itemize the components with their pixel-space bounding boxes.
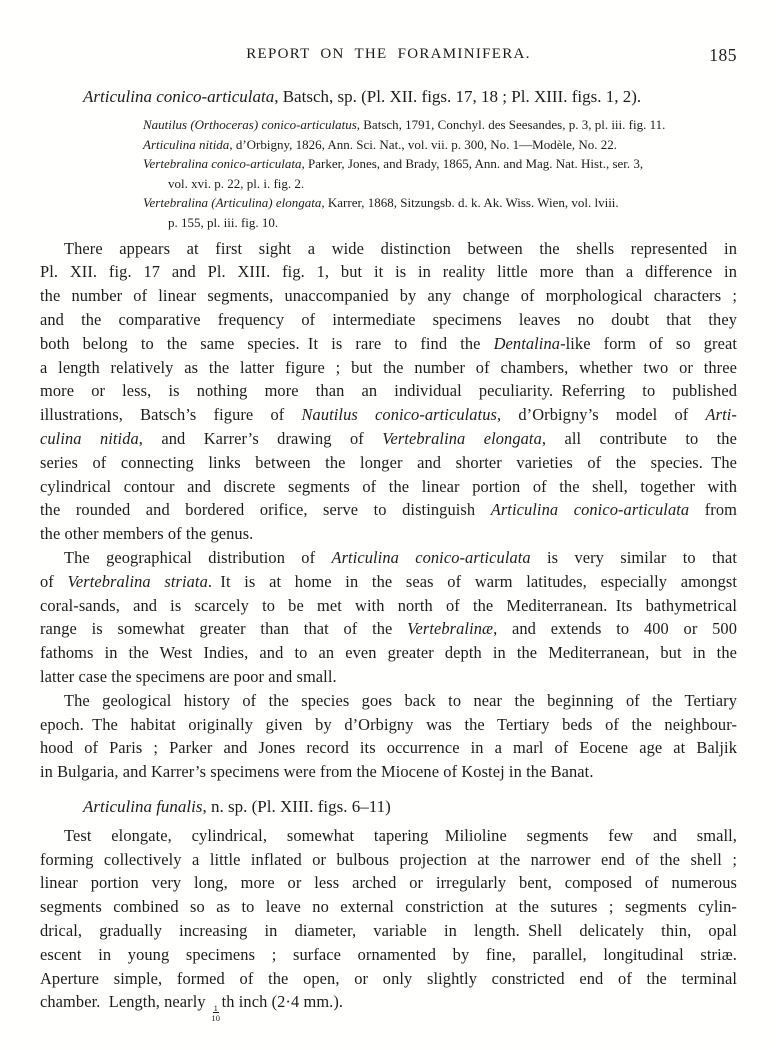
text-segment: in Bulgaria, and Karrer’s specimens were from the Miocene of Kostej in the Banat. xyxy=(40,762,594,782)
text-segment: drical, gradually increasing in diameter, variable in length. Shell delicately thin, opal xyxy=(40,921,737,941)
text-segment: epoch. The habitat originally given by d’Orbigny was the Tertiary beds of the neighbour- xyxy=(40,714,737,734)
text-line xyxy=(40,308,737,332)
text-segment: of xyxy=(40,571,68,591)
text-segment: , d’Orbigny’s model of xyxy=(497,405,706,425)
taxon-name: Articulina nitida xyxy=(143,136,230,152)
text-line xyxy=(40,498,737,522)
text-line xyxy=(40,379,737,403)
text-line xyxy=(40,594,737,618)
text-segment: cylindrical contour and discrete segments of the linear portion of the shell, together with xyxy=(40,476,737,496)
taxon-name: Vertebralina conico-articulata xyxy=(143,156,302,172)
synonymy-line xyxy=(40,193,737,213)
text-segment: There appears at first sight a wide distinction between the shells represented in xyxy=(64,238,737,258)
text-segment: latter case the specimens are poor and small. xyxy=(40,666,337,686)
text-segment: , n. sp. (Pl. XIII. figs. 6–11) xyxy=(202,796,391,816)
text-segment: range is somewhat greater than that of the xyxy=(40,619,408,639)
text-line xyxy=(40,824,737,848)
fraction: $\frac{1}{10}$ xyxy=(211,1003,221,1023)
text-line xyxy=(40,332,737,356)
taxon-name: Vertebralina (Articulina) elongata xyxy=(143,195,322,211)
text-segment: , and extends to 400 or 500 xyxy=(493,619,737,639)
text-segment: . It is at home in the seas of warm latitudes, especially amongst xyxy=(207,571,737,591)
species-section xyxy=(40,795,737,1022)
text-line xyxy=(40,356,737,380)
text-segment: , Batsch, sp. (Pl. XII. figs. 17, 18 ; Pl. XIII. figs. 1, 2). xyxy=(274,87,642,106)
taxon-name: Vertebralina elongata xyxy=(382,428,542,448)
text-segment: segments combined so as to leave no external constriction at the sutures ; segments cylin- xyxy=(40,897,737,917)
text-segment: and the comparative frequency of intermediate specimens leaves no doubt that they xyxy=(40,309,737,329)
text-segment: hood of Paris ; Parker and Jones record its occurrence in a marl of Eocene age at Baljik xyxy=(40,738,737,758)
text-segment: the other members of the genus. xyxy=(40,524,254,544)
paragraph xyxy=(40,237,737,546)
species-heading xyxy=(40,795,737,819)
text-line xyxy=(40,848,737,872)
text-line xyxy=(40,451,737,475)
text-line xyxy=(40,546,737,570)
text-line xyxy=(40,990,737,1021)
text-segment: both belong to the same species. It is rare to find the xyxy=(40,333,494,353)
text-line xyxy=(40,260,737,284)
text-segment: -like form of so great xyxy=(560,333,737,353)
text-segment: p. 155, pl. iii. fig. 10. xyxy=(168,214,279,230)
text-segment: fathoms in the West Indies, and to an even greater depth in the Mediterranean, but in the xyxy=(40,643,737,663)
taxon-name: Vertebralina striata xyxy=(67,571,208,591)
text-segment: is very similar to that xyxy=(530,547,737,567)
synonymy-line xyxy=(40,154,737,174)
running-head xyxy=(40,46,737,67)
text-segment: more or less, is nothing more than an individual peculiarity. Referring to published xyxy=(40,381,737,401)
text-line xyxy=(40,736,737,760)
text-line xyxy=(40,895,737,919)
text-line xyxy=(40,522,737,546)
text-segment: Aperture simple, formed of the open, or only slightly constricted end of the terminal xyxy=(40,968,737,988)
text-segment: , Parker, Jones, and Brady, 1865, Ann. and Mag. Nat. Hist., ser. 3, xyxy=(301,156,644,172)
taxon-name: Articulina conico-articulata xyxy=(331,547,531,567)
species-heading xyxy=(40,85,737,109)
text-segment: , Karrer, 1868, Sitzungsb. d. k. Ak. Wiss. Wien, vol. lviii. xyxy=(321,195,619,211)
paragraph xyxy=(40,689,737,784)
text-segment: chamber. Length, nearly xyxy=(40,992,210,1012)
text-segment: vol. xvi. p. 22, pl. i. fig. 2. xyxy=(168,175,305,191)
text-segment: escent in young specimens ; surface ornamented by fine, parallel, longitudinal striæ. xyxy=(40,944,737,964)
text-segment: the number of linear segments, unaccompanied by any change of morphological characters ; xyxy=(40,286,737,306)
text-line xyxy=(40,427,737,451)
page-number: 185 xyxy=(709,45,737,65)
text-segment: a length relatively as the latter figure ; but the number of chambers, whether two or three xyxy=(40,357,737,377)
text-line xyxy=(40,237,737,261)
text-segment: , and Karrer’s drawing of xyxy=(138,428,383,448)
text-segment: illustrations, Batsch’s figure of xyxy=(40,405,302,425)
synonymy-line xyxy=(40,174,737,194)
paragraph xyxy=(40,546,737,689)
text-line xyxy=(40,403,737,427)
text-line xyxy=(40,760,737,784)
text-segment: , d’Orbigny, 1826, Ann. Sci. Nat., vol. vii. p. 300, No. 1—Modèle, No. 22. xyxy=(229,136,618,152)
text-segment: series of connecting links between the longer and shorter varieties of the species. The xyxy=(40,452,737,472)
text-segment: from xyxy=(689,500,737,520)
paragraph xyxy=(40,824,737,1022)
text-line xyxy=(40,943,737,967)
taxon-name: Arti- xyxy=(705,405,737,425)
taxon-name: Vertebralinæ xyxy=(407,619,494,639)
text-line xyxy=(40,284,737,308)
text-segment: linear portion very long, more or less arched or irregularly bent, composed of numerous xyxy=(40,873,737,893)
running-title: REPORT ON THE FORAMINIFERA. xyxy=(246,46,531,62)
taxon-name: Articulina conico-articulata xyxy=(83,87,275,106)
text-segment: , Batsch, 1791, Conchyl. des Seesandes, p. 3, pl. iii. fig. 11. xyxy=(356,117,666,132)
text-segment: Pl. XII. fig. 17 and Pl. XIII. fig. 1, but it is in reality little more than a difference in xyxy=(40,262,737,282)
text-segment: forming collectively a little inflated or bulbous projection at the narrower end of the shell ; xyxy=(40,849,737,869)
text-segment: , all contribute to the xyxy=(541,428,737,448)
synonymy-line xyxy=(40,115,737,135)
text-line xyxy=(40,689,737,713)
text-line xyxy=(40,871,737,895)
text-line xyxy=(40,919,737,943)
taxon-name: Dentalina xyxy=(493,333,561,353)
text-line xyxy=(40,641,737,665)
text-line xyxy=(40,617,737,641)
text-segment: Test elongate, cylindrical, somewhat tapering Milioline segments few and small, xyxy=(64,825,737,845)
text-line xyxy=(40,665,737,689)
text-segment: The geological history of the species goes back to near the beginning of the Tertiary xyxy=(64,690,737,710)
text-segment: th inch (2·4 mm.). xyxy=(221,992,344,1012)
text-line xyxy=(40,570,737,594)
synonymy-line xyxy=(40,213,737,233)
taxon-name: culina nitida xyxy=(40,428,139,448)
page-body xyxy=(40,85,737,1022)
text-line xyxy=(40,967,737,991)
species-section xyxy=(40,85,737,784)
taxon-name: Articulina funalis xyxy=(83,796,203,816)
taxon-name: Nautilus (Orthoceras) conico-articulatus xyxy=(143,117,357,132)
text-segment: the rounded and bordered orifice, serve to distinguish xyxy=(40,500,491,520)
synonymy-list xyxy=(40,115,737,233)
taxon-name: Nautilus conico-articulatus xyxy=(301,405,498,425)
taxon-name: Articulina conico-articulata xyxy=(490,500,690,520)
text-segment: coral-sands, and is scarcely to be met with north of the Mediterranean. Its bathymetrical xyxy=(40,595,737,615)
text-segment: The geographical distribution of xyxy=(64,547,332,567)
text-line xyxy=(40,475,737,499)
synonymy-line xyxy=(40,135,737,155)
text-line xyxy=(40,713,737,737)
